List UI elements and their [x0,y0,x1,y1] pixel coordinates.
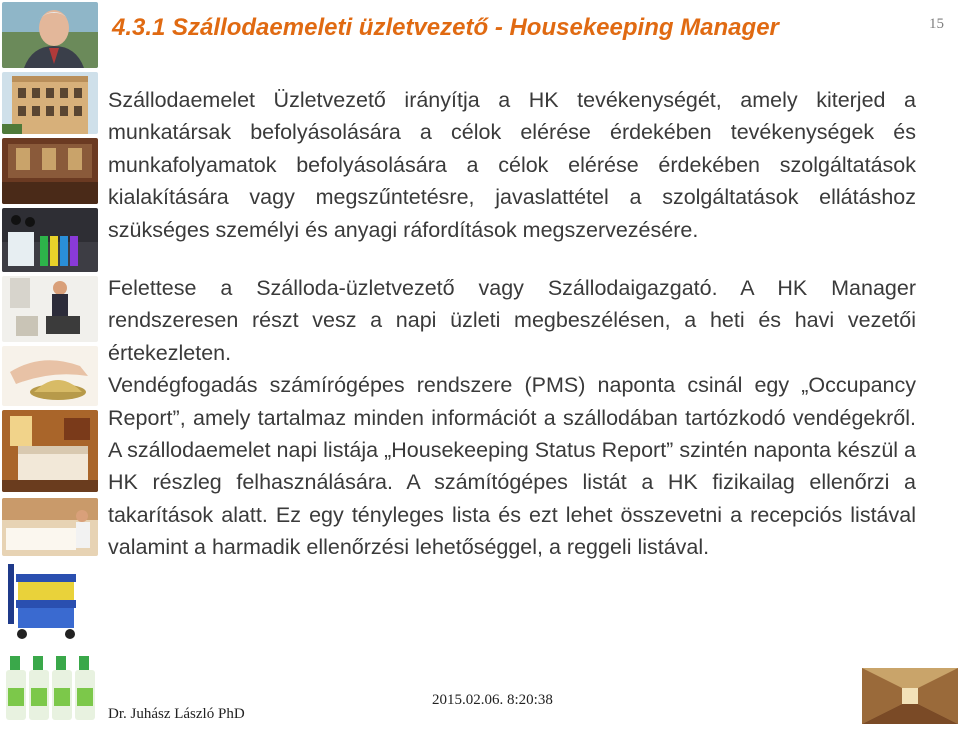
page-number: 15 [929,16,944,32]
service-bell-photo [2,346,98,406]
author-portrait-photo [2,2,98,68]
cleaning-cart-photo [2,560,98,642]
hotel-lobby-photo [2,138,98,204]
slide-body [108,84,916,564]
photo-strip [0,0,100,726]
hotel-building-photo [2,72,98,134]
maid-making-bed-photo [2,498,98,556]
paragraph-reporting: Felettese a Szálloda-üzletvezető vagy Szállodaigazgató. A HK Manager rendszeresen részt vesz a napi üzleti megbeszélésen, a heti és havi vezetői értekezleten. [108,276,916,365]
hotel-corridor-photo [862,668,958,724]
cleaning-bottles-photo [2,648,98,724]
footer-date: 2015.02.06. 8:20:38 [432,692,553,708]
hotel-bedroom-photo [2,410,98,492]
slide-title: 4.3.1 Szállodaemeleti üzletvezető - Housekeeping Manager [112,14,779,41]
bellboy-luggage-photo [2,276,98,342]
paragraph-role: Szállodaemelet Üzletvezető irányítja a HK tevékenységét, amely kiterjed a munkatársak befolyásolására a célok elérése érdekében tevékenységek és munkafolyamatok befolyásolására a célok elérése érdekében szolgáltatások kialakítására vagy megszűntetésre, javaslattétel a szolgáltatások ellátáshoz szükséges személyi és anyagi ráfordítások megszervezésére. [108,88,916,242]
reception-desk-photo [2,208,98,272]
paragraph-reports: Vendégfogadás számírógépes rendszere (PMS) naponta csinál egy „Occupancy Report”, amely tartalmaz minden információt a szállodában tartózkodó vendégekről. A szállodaemelet napi listája „Housekeeping Status Report” szintén naponta készül a HK részleg felhasználására. A számítógépes listát a HK fizikailag ellenőrzi a takarítások alatt. Ez egy tényleges lista és ezt lehet összevetni a recepciós listával valamint a harmadik ellenőrzési lehetőséggel, a reggeli listával. [108,373,916,560]
footer-author: Dr. Juhász László PhD [108,706,245,722]
